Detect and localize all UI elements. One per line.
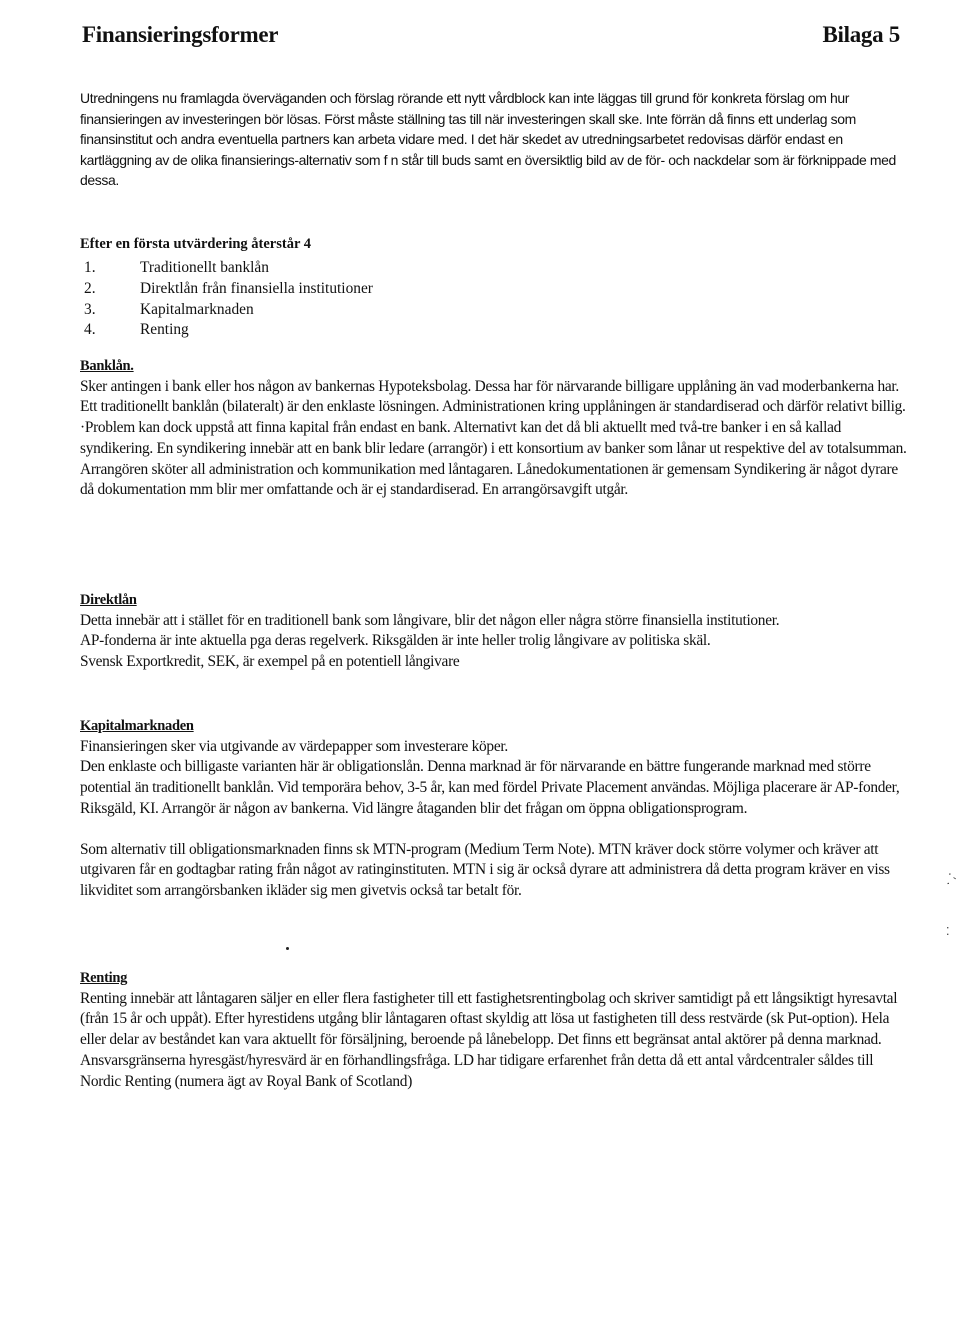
appendix-label: Bilaga 5 (822, 22, 900, 47)
section-paragraph: AP-fonderna är inte aktuella pga deras regelverk. Riksgälden är inte heller trolig långivare av politiska skäl. (80, 632, 711, 650)
margin-scan-mark: ·ˊ. (942, 871, 958, 886)
section-heading-kapitalmarknaden: Kapitalmarknaden (80, 718, 194, 734)
list-item-label: Kapitalmarknaden (140, 300, 254, 318)
list-item (84, 300, 373, 321)
section-paragraph: Renting innebär att låntagaren säljer en eller flera fastigheter till ett fastighetsrentingbolag och skriver samtidigt på ett långsiktigt hyresavtal (från 15 år och uppåt). Efter hyrestidens utgång blir låntagaren oftast skyldig att lösa ut fastigheten till dess restvärde (sk Put-option). Hela eller delar av beståndet kan vara aktuellt för försäljning, beroende på lånebelopp. Det finns ett begränsat antal aktörer på denna marknad. Ansvarsgränserna hyresgäst/hyresvärd är en förhandlingsfråga. LD har tidigare erfarenhet från detta då ett antal vårdcentraler såldes till Nordic Renting (numera ägt av Royal Bank of Scotland) (80, 989, 898, 1090)
section-paragraph: Som alternativ till obligationsmarknaden finns sk MTN-program (Medium Term Note). MTN kräver dock större volymer och kräver att utgivaren får en godtagbar rating från något av ratinginstituten. MTN i sig är också dyrare att administrera då detta program kräver en viss likviditet som arrangörsbanken ikläder sig men givetvis också tar betalt för. (80, 840, 890, 899)
section-paragraph: Den enklaste och billigaste varianten här är obligationslån. Denna marknad är för närvarande en bättre fungerande marknad med större potential än traditionellt banklån. Vid temporära behov, 3-5 år, kan med fördel Private Placement användas. Möjliga placerare är AP-fonder, Riksgäld, KI. Arrangör är någon av bankerna. Vid längre åtaganden blir det frågan om öppna obligationsprogram. (80, 758, 900, 817)
page-header (82, 22, 900, 62)
list-item-number: 4. (84, 321, 96, 339)
section-paragraph: Svensk Exportkredit, SEK, är exempel på en potentiell långivare (80, 653, 460, 671)
section-direktlan (80, 590, 910, 673)
section-banklan (80, 356, 910, 501)
list-item (84, 258, 373, 279)
list-item-number: 1. (84, 259, 96, 276)
list-item-number: 2. (84, 279, 96, 297)
section-renting (80, 968, 910, 1092)
section-heading-renting: Renting (80, 970, 128, 986)
evaluation-heading: Efter en första utvärdering återstår 4 (80, 236, 312, 252)
list-item (84, 320, 373, 341)
document-title: Finansieringsformer (82, 22, 279, 47)
evaluation-list (84, 258, 373, 341)
list-item-number: 3. (84, 300, 96, 318)
section-paragraph: Finansieringen sker via utgivande av värdepapper som investerare köper. (80, 737, 508, 755)
list-item (84, 279, 373, 300)
scan-speck (286, 947, 289, 950)
section-heading-banklan: Banklån. (80, 358, 134, 374)
section-paragraph: ·Problem kan dock uppstå att finna kapital från endast en bank. Alternativt kan det då bli aktuellt med två-tre banker i en så kallad syndikering. En syndikering innebär att en bank blir ledare (arrangör) i ett konsortium av banker som lånar ut respektive del av totalsumman. Arrangören sköter all administration och kommunikation med låntagaren. Lånedokumentationen är gemensam Syndikering är något dyrare då dokumentation mm blir mer omfattande och är ej standardiserad. En arrangörsavgift utgår. (80, 419, 907, 499)
list-item-label: Renting (140, 321, 189, 339)
list-item-label: Traditionellt banklån (140, 259, 269, 276)
section-paragraph: Sker antingen i bank eller hos någon av bankernas Hypoteksbolag. Dessa har för närvarande billigare upplåning än vad moderbankerna har. (80, 377, 899, 395)
section-heading-direktlan: Direktlån (80, 592, 137, 608)
list-item-label: Direktlån från finansiella institutioner (140, 279, 373, 297)
section-paragraph: Detta innebär att i stället för en traditionell bank som långivare, blir det någon eller några större finansiella institutioner. (80, 611, 780, 629)
intro-paragraph: Utredningens nu framlagda överväganden och förslag rörande ett nytt vårdblock kan inte läggas till grund för konkreta förslag om hur finansieringen av investeringen bör lösas. Först måste ställning tas till när investeringen skall ske. Inte förrän då finns ett underlag som finansinstitut och andra eventuella partners kan arbeta vidare med. I det här skedet av utredningsarbetet redovisas därför endast en kartläggning av de olika finansierings-alternativ som f n står till buds samt en översiktlig bild av de för- och nackdelar som är förknippade med dessa. (80, 90, 896, 188)
section-kapitalmarknaden (80, 716, 910, 902)
margin-scan-mark: ⁚ (946, 925, 950, 938)
section-paragraph: Ett traditionellt banklån (bilateralt) är den enklaste lösningen. Administrationen kring upplåningen är standardiserad och därför relativt billig. (80, 398, 906, 416)
